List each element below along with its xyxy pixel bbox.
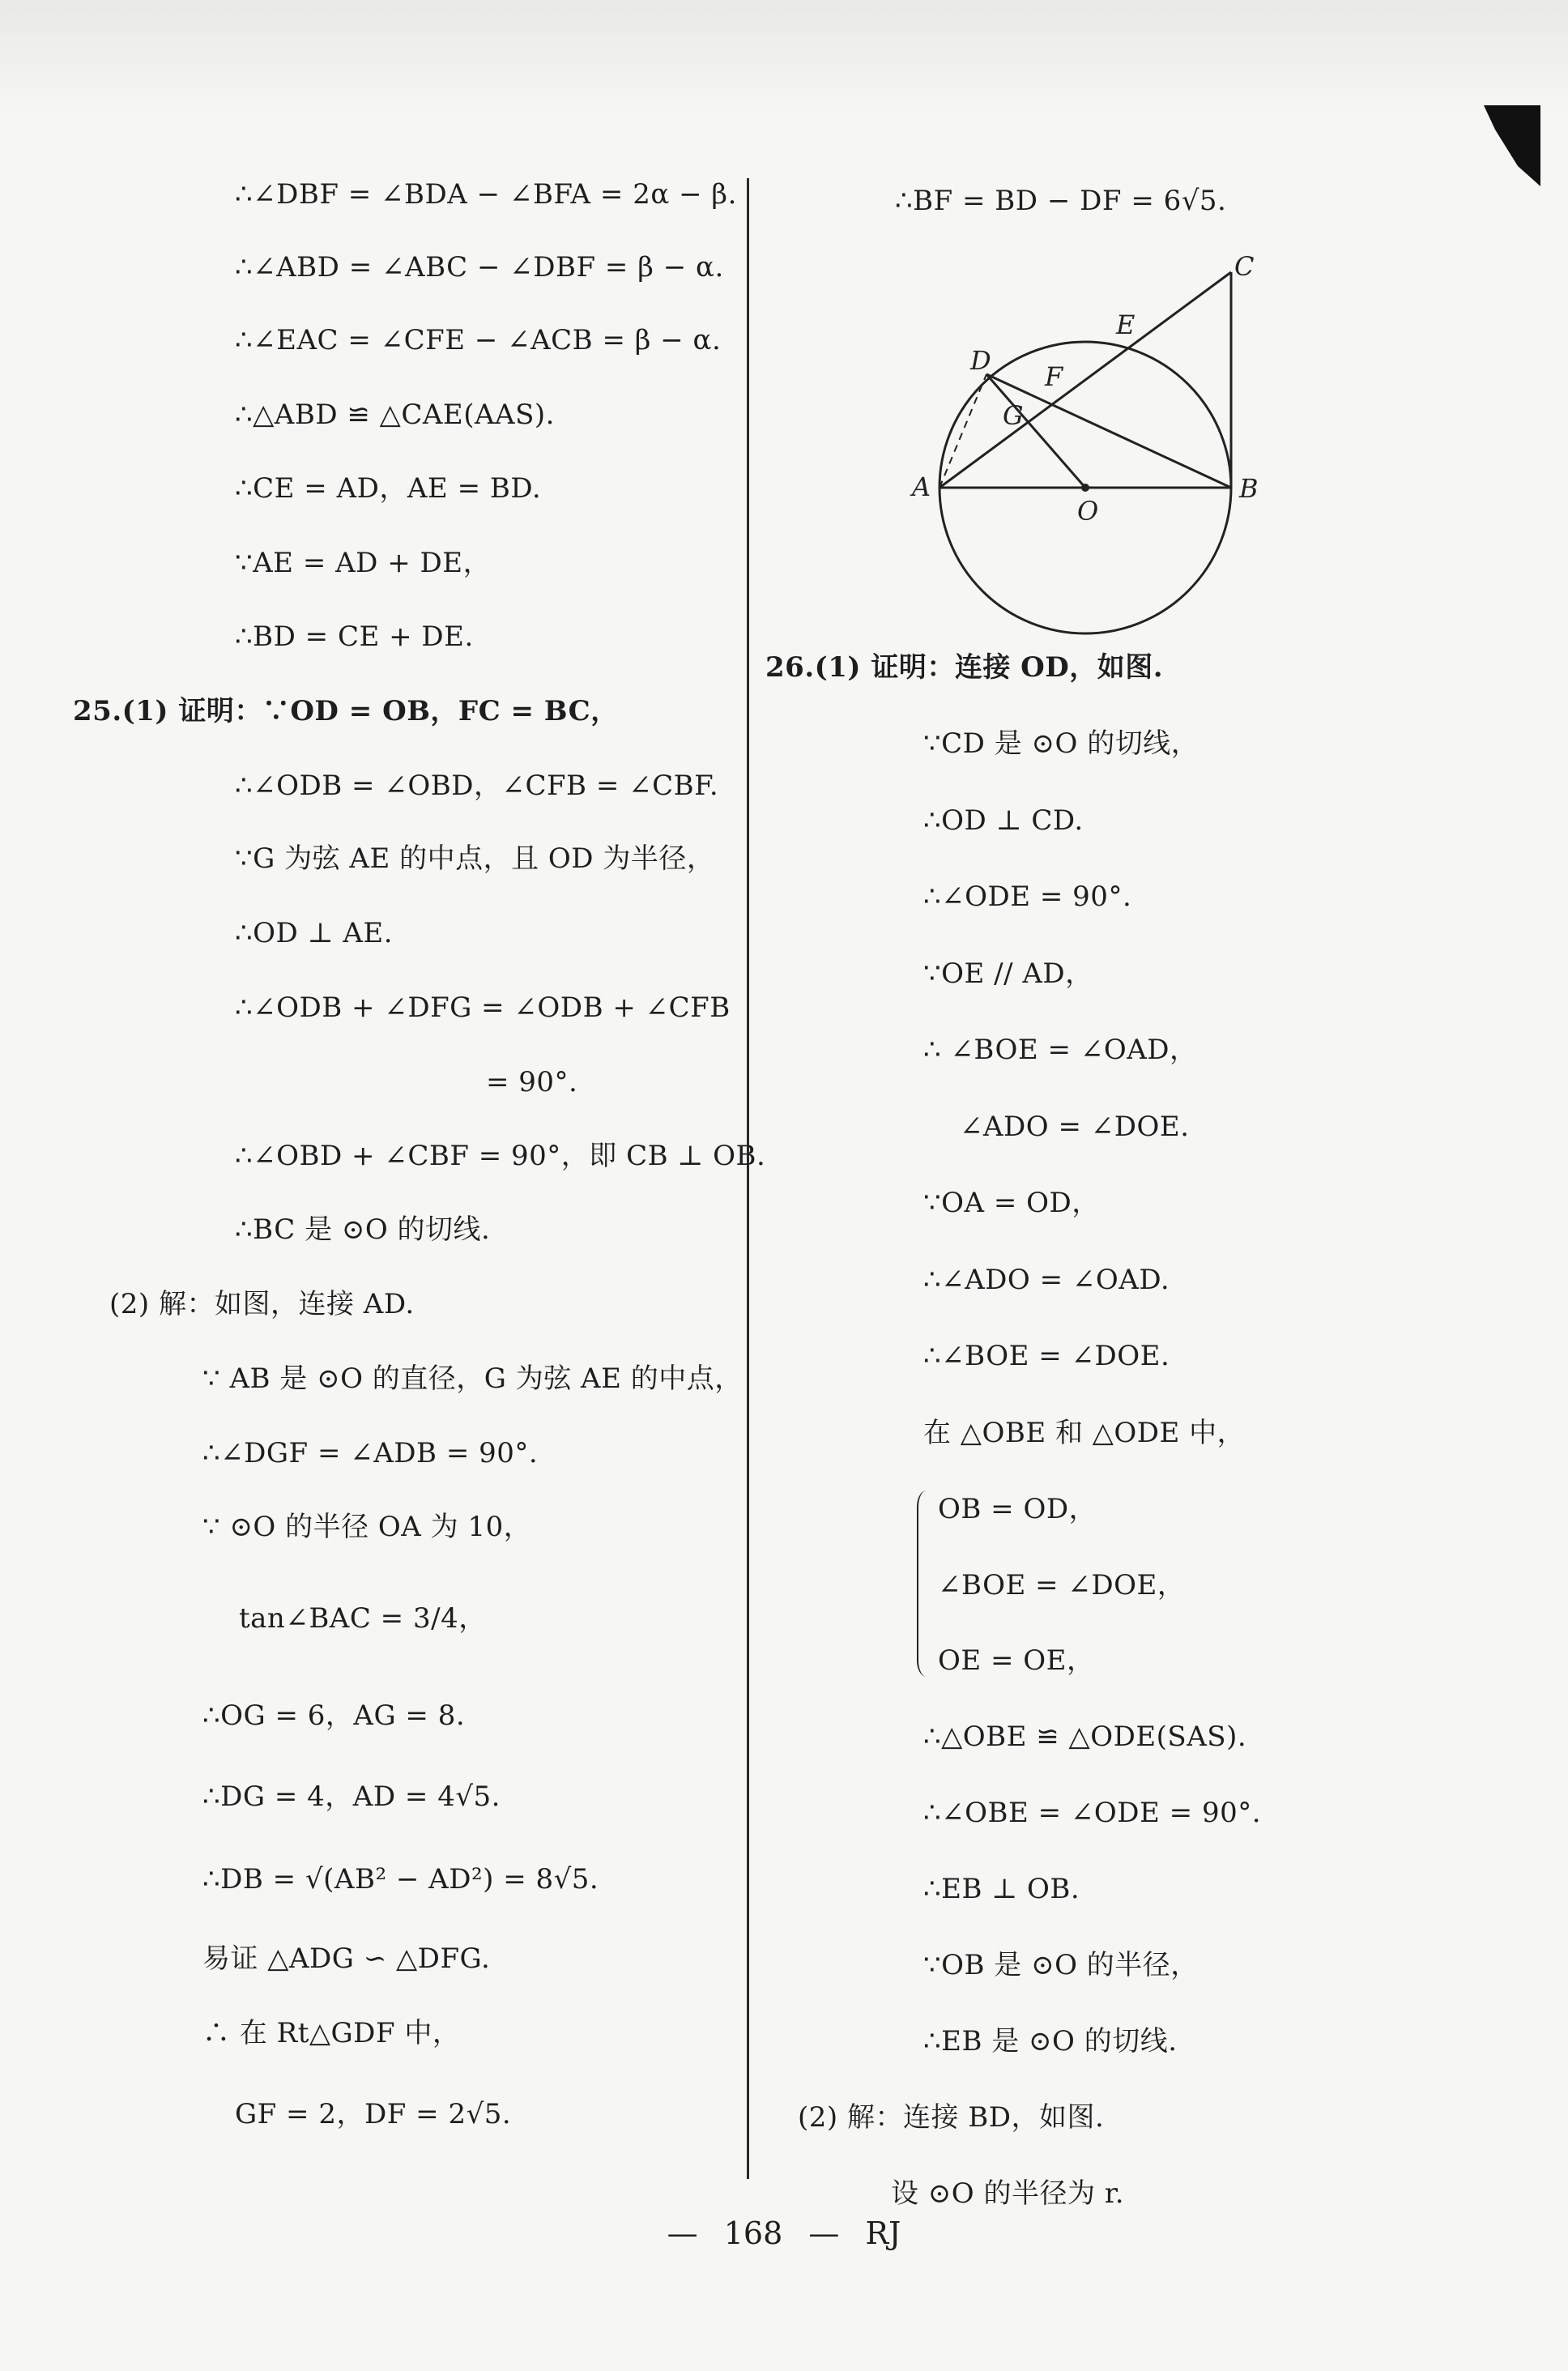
left-line-3: ∴∠EAC = ∠CFE − ∠ACB = β − α. (235, 324, 722, 356)
scan-corner-mark (1484, 105, 1540, 186)
right-line-14: ∠BOE = ∠DOE， (938, 1569, 1186, 1601)
system-brace (917, 1490, 930, 1677)
left-line-4: ∴△ABD ≌ △CAE(AAS). (235, 399, 555, 431)
left-line-7: ∴BD = CE + DE. (235, 620, 474, 653)
right-line-3: ∵CD 是 ⊙O 的切线， (923, 727, 1199, 760)
right-line-6: ∵OE // AD， (923, 957, 1093, 990)
left-line-2: ∴∠ABD = ∠ABC − ∠DBF = β − α. (235, 251, 724, 284)
right-line-4: ∴OD ⊥ CD. (923, 804, 1084, 837)
problem-26-heading: 26.(1) 证明：连接 OD，如图. (765, 651, 1164, 684)
center-point (1081, 484, 1089, 492)
right-line-11: ∴∠BOE = ∠DOE. (923, 1340, 1170, 1372)
right-line-20: ∴EB 是 ⊙O 的切线. (923, 2025, 1178, 2058)
label-f: F (1045, 361, 1063, 392)
edition-code: RJ (865, 2215, 901, 2251)
left-line-11: ∴OD ⊥ AE. (235, 917, 394, 949)
page-number: 168 (723, 2215, 783, 2251)
left-line-25: ∴ 在 Rt△GDF 中， (202, 2017, 461, 2049)
left-line-18: ∴∠DGF = ∠ADB = 90°. (202, 1437, 539, 1469)
right-line-10: ∴∠ADO = ∠OAD. (923, 1264, 1170, 1296)
left-line-23: ∴DB = √(AB² − AD²) = 8√5. (202, 1863, 599, 1896)
problem-25-heading: 25.(1) 证明：∵OD = OB，FC = BC， (73, 695, 619, 727)
label-d: D (970, 345, 991, 376)
page-footer (0, 2215, 1568, 2251)
right-line-19: ∵OB 是 ⊙O 的半径， (923, 1949, 1199, 1981)
left-line-12: ∴∠ODB + ∠DFG = ∠ODB + ∠CFB (235, 991, 731, 1024)
footer-dash-left: — (667, 2215, 698, 2251)
right-line-7: ∴ ∠BOE = ∠OAD， (923, 1034, 1198, 1066)
left-line-10: ∵G 为弦 AE 的中点，且 OD 为半径， (235, 842, 715, 875)
left-line-22: ∴DG = 4，AD = 4√5. (202, 1780, 501, 1813)
label-o: O (1077, 496, 1099, 527)
left-line-14: ∴∠OBD + ∠CBF = 90°，即 CB ⊥ OB. (235, 1140, 766, 1172)
right-line-8: ∠ADO = ∠DOE. (960, 1111, 1190, 1143)
left-line-6: ∵AE = AD + DE， (235, 547, 492, 579)
left-line-9: ∴∠ODB = ∠OBD，∠CFB = ∠CBF. (235, 770, 719, 802)
left-line-1: ∴∠DBF = ∠BDA − ∠BFA = 2α − β. (235, 178, 737, 211)
right-line-5: ∴∠ODE = 90°. (923, 881, 1132, 913)
label-c: C (1234, 251, 1255, 282)
right-line-16: ∴△OBE ≌ △ODE(SAS). (923, 1721, 1247, 1753)
left-line-24: 易证 △ADG ∽ △DFG. (202, 1942, 491, 1975)
label-b: B (1239, 473, 1259, 504)
left-line-13: = 90°. (486, 1066, 578, 1098)
right-line-15: OE = OE， (938, 1644, 1095, 1677)
label-g: G (1003, 400, 1024, 431)
left-line-5: ∴CE = AD，AE = BD. (235, 472, 542, 505)
right-line-13: OB = OD， (938, 1493, 1097, 1525)
left-line-21: ∴OG = 6，AG = 8. (202, 1699, 466, 1732)
left-line-17: ∵ AB 是 ⊙O 的直径，G 为弦 AE 的中点， (202, 1362, 743, 1395)
right-line-9: ∵OA = OD， (923, 1187, 1100, 1219)
right-line-17: ∴∠OBE = ∠ODE = 90°. (923, 1797, 1262, 1829)
label-a: A (912, 471, 931, 502)
left-line-20: tan∠BAC = 3/4， (239, 1602, 487, 1635)
footer-dash-right: — (808, 2215, 840, 2251)
geometry-figure (907, 251, 1272, 640)
right-line-22: 设 ⊙O 的半径为 r. (891, 2177, 1125, 2210)
segment-ac (940, 272, 1231, 488)
label-e: E (1116, 309, 1136, 340)
right-line-12: 在 △OBE 和 △ODE 中， (923, 1417, 1246, 1449)
right-line-1: ∴BF = BD − DF = 6√5. (895, 185, 1227, 217)
column-divider (747, 178, 749, 2179)
problem-25-part-2: (2) 解：如图，连接 AD. (109, 1288, 415, 1320)
left-line-15: ∴BC 是 ⊙O 的切线. (235, 1213, 491, 1246)
right-line-18: ∴EB ⊥ OB. (923, 1873, 1080, 1905)
left-line-19: ∵ ⊙O 的半径 OA 为 10， (202, 1511, 532, 1543)
scan-shadow (0, 0, 1568, 113)
problem-26-part-2: (2) 解：连接 BD，如图. (798, 2101, 1105, 2134)
left-line-26: GF = 2，DF = 2√5. (235, 2098, 512, 2130)
